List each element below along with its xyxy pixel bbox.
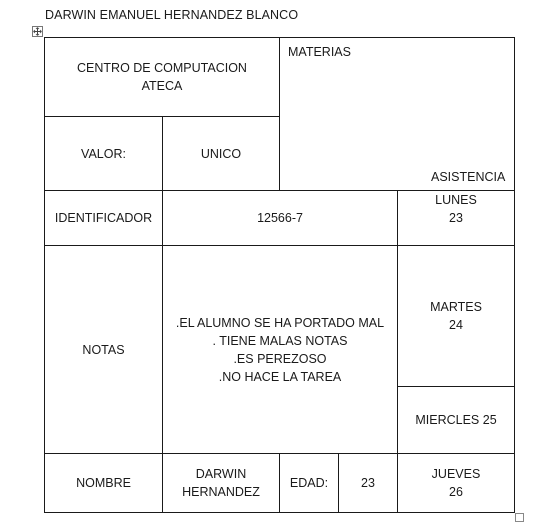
jueves-day: JUEVES: [431, 467, 481, 481]
cell-jueves[interactable]: [398, 454, 514, 512]
nota-line: .NO HACE LA TAREA: [218, 369, 342, 384]
cell-nombre-label[interactable]: [45, 454, 162, 512]
lunes-number: 23: [449, 211, 463, 225]
identificador-value: 12566-7: [257, 211, 303, 225]
nota-line: .EL ALUMNO SE HA PORTADO MAL: [175, 315, 385, 330]
materias-label: MATERIAS: [288, 45, 351, 59]
nota-line: .ES PEREZOSO: [233, 351, 327, 366]
table-resize-handle-icon[interactable]: [515, 513, 524, 522]
centro-line-1: CENTRO DE COMPUTACION: [77, 61, 247, 75]
cell-identificador-value[interactable]: [163, 191, 397, 245]
cell-materias[interactable]: [280, 38, 514, 190]
cell-martes[interactable]: [398, 246, 514, 386]
cell-valor-label[interactable]: [45, 117, 162, 190]
table-border-right: [514, 37, 515, 513]
cell-edad-value[interactable]: [339, 454, 397, 512]
notas-label: NOTAS: [82, 342, 125, 357]
document-heading: DARWIN EMANUEL HERNANDEZ BLANCO: [45, 8, 299, 22]
miercoles-label: MIERCLES 25: [415, 413, 497, 427]
jueves-number: 26: [449, 485, 463, 499]
nombre-line-1: DARWIN: [195, 467, 247, 481]
martes-day: MARTES: [430, 300, 482, 314]
table-move-handle-icon[interactable]: [32, 26, 43, 37]
cell-valor-value[interactable]: [163, 117, 279, 190]
cell-nombre-value[interactable]: [163, 454, 279, 512]
lunes-day: LUNES: [435, 193, 477, 207]
cell-centro[interactable]: [45, 38, 279, 116]
asistencia-label: ASISTENCIA: [431, 170, 506, 184]
identificador-label: IDENTIFICADOR: [54, 211, 153, 225]
edad-value: 23: [361, 476, 375, 490]
cell-miercoles[interactable]: [398, 387, 514, 453]
centro-line-2: ATECA: [141, 79, 183, 93]
nombre-label: NOMBRE: [76, 476, 131, 490]
valor-label: VALOR:: [81, 146, 126, 161]
nombre-line-2: HERNANDEZ: [182, 485, 260, 499]
martes-number: 24: [449, 318, 463, 332]
edad-label: EDAD:: [289, 476, 329, 490]
cell-notas-content[interactable]: [163, 246, 397, 453]
nota-line: . TIENE MALAS NOTAS: [212, 333, 348, 348]
cell-notas-label[interactable]: [45, 246, 162, 453]
valor-value: UNICO: [200, 146, 242, 161]
cell-edad-label[interactable]: [280, 454, 338, 512]
cell-lunes[interactable]: [398, 191, 514, 245]
cell-identificador-label[interactable]: [45, 191, 162, 245]
